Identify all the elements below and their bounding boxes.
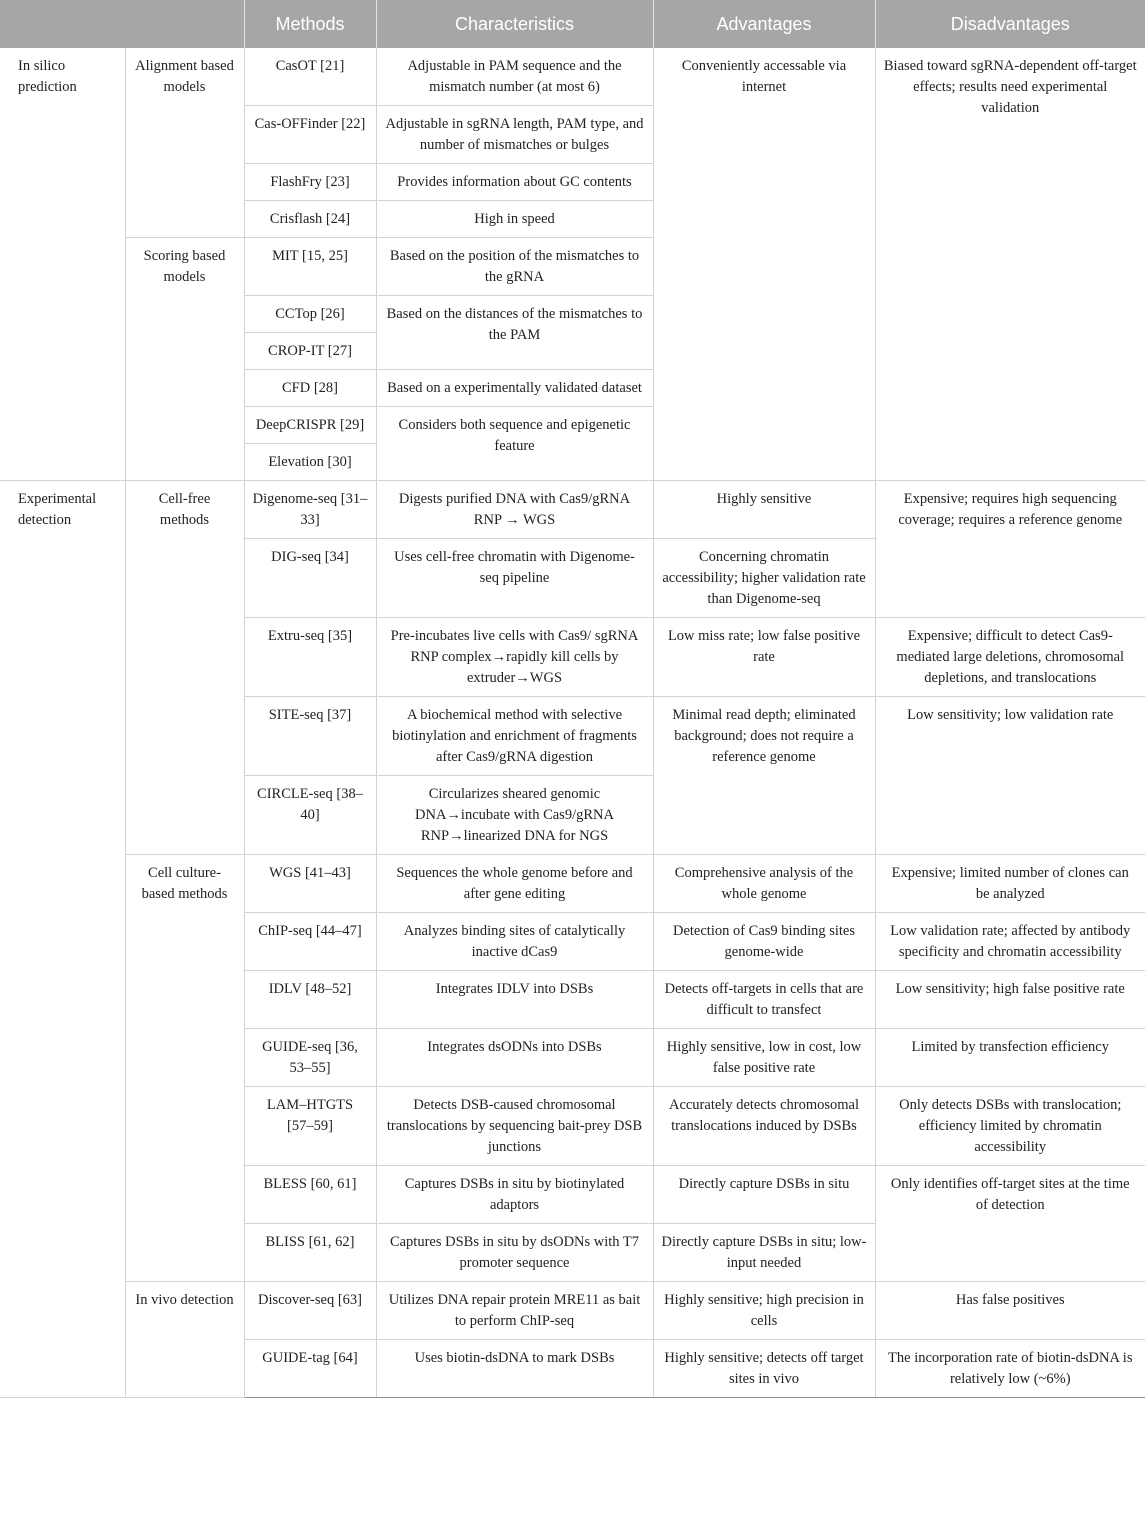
header-methods: Methods: [244, 0, 376, 48]
characteristics-cell: Adjustable in sgRNA length, PAM type, and number of mismatches or bulges: [376, 106, 653, 164]
method-cell: CROP-IT [27]: [244, 333, 376, 370]
method-cell: ChIP-seq [44–47]: [244, 913, 376, 971]
method-cell: LAM–HTGTS [57–59]: [244, 1087, 376, 1166]
disadvantages-cell: Low sensitivity; high false positive rate: [875, 971, 1145, 1029]
characteristics-cell: High in speed: [376, 201, 653, 238]
characteristics-cell: Uses biotin-dsDNA to mark DSBs: [376, 1340, 653, 1398]
header-row: [0, 0, 1145, 48]
characteristics-cell: Based on a experimentally validated dataset: [376, 370, 653, 407]
characteristics-cell: Pre-incubates live cells with Cas9/ sgRNA RNP complex→rapidly kill cells by extruder→WGS: [376, 618, 653, 697]
subgroup-in-vivo: In vivo detection: [125, 1282, 244, 1398]
characteristics-cell: Integrates dsODNs into DSBs: [376, 1029, 653, 1087]
subgroup-cell-free: Cell-free methods: [125, 481, 244, 855]
method-cell: Cas-OFFinder [22]: [244, 106, 376, 164]
disadvantages-cell: Only identifies off-target sites at the time of detection: [875, 1166, 1145, 1282]
characteristics-cell: Provides information about GC contents: [376, 164, 653, 201]
method-cell: GUIDE-tag [64]: [244, 1340, 376, 1398]
method-cell: CasOT [21]: [244, 48, 376, 106]
characteristics-cell: Based on the distances of the mismatches to the PAM: [376, 296, 653, 370]
table-row: [0, 481, 1145, 539]
advantages-cell: Minimal read depth; eliminated background; does not require a reference genome: [653, 697, 875, 855]
advantages-cell: Highly sensitive: [653, 481, 875, 539]
advantages-cell: Highly sensitive, low in cost, low false positive rate: [653, 1029, 875, 1087]
disadvantages-cell: Expensive; requires high sequencing coverage; requires a reference genome: [875, 481, 1145, 618]
disadvantages-cell: Expensive; difficult to detect Cas9-mediated large deletions, chromosomal depletions, and translocations: [875, 618, 1145, 697]
characteristics-cell: Uses cell-free chromatin with Digenome-seq pipeline: [376, 539, 653, 618]
characteristics-cell: Adjustable in PAM sequence and the mismatch number (at most 6): [376, 48, 653, 106]
group-experimental: Experimental detection: [0, 481, 125, 1398]
subgroup-scoring: Scoring based models: [125, 238, 244, 481]
characteristics-cell: Detects DSB-caused chromosomal translocations by sequencing bait-prey DSB junctions: [376, 1087, 653, 1166]
method-cell: MIT [15, 25]: [244, 238, 376, 296]
method-cell: IDLV [48–52]: [244, 971, 376, 1029]
disadvantages-cell: Expensive; limited number of clones can be analyzed: [875, 855, 1145, 913]
method-cell: Discover-seq [63]: [244, 1282, 376, 1340]
header-disadvantages: Disadvantages: [875, 0, 1145, 48]
disadvantages-cell: Low sensitivity; low validation rate: [875, 697, 1145, 855]
advantages-merged-cell: Conveniently accessable via internet: [653, 48, 875, 481]
table-row: [0, 1282, 1145, 1340]
method-cell: Elevation [30]: [244, 444, 376, 481]
advantages-cell: Highly sensitive; detects off target sites in vivo: [653, 1340, 875, 1398]
subgroup-cell-culture: Cell culture-based methods: [125, 855, 244, 1282]
characteristics-cell: Digests purified DNA with Cas9/gRNA RNP → WGS: [376, 481, 653, 539]
characteristics-cell: Captures DSBs in situ by biotinylated adaptors: [376, 1166, 653, 1224]
disadvantages-cell: Only detects DSBs with translocation; efficiency limited by chromatin accessibility: [875, 1087, 1145, 1166]
subgroup-alignment: Alignment based models: [125, 48, 244, 238]
method-cell: SITE-seq [37]: [244, 697, 376, 776]
method-cell: Crisflash [24]: [244, 201, 376, 238]
characteristics-cell: Based on the position of the mismatches to the gRNA: [376, 238, 653, 296]
method-cell: CCTop [26]: [244, 296, 376, 333]
disadvantages-cell: Has false positives: [875, 1282, 1145, 1340]
header-characteristics: Characteristics: [376, 0, 653, 48]
advantages-cell: Detection of Cas9 binding sites genome-wide: [653, 913, 875, 971]
characteristics-cell: Utilizes DNA repair protein MRE11 as bait to perform ChIP-seq: [376, 1282, 653, 1340]
disadvantages-cell: The incorporation rate of biotin-dsDNA is relatively low (~6%): [875, 1340, 1145, 1398]
advantages-cell: Concerning chromatin accessibility; higher validation rate than Digenome-seq: [653, 539, 875, 618]
advantages-cell: Accurately detects chromosomal translocations induced by DSBs: [653, 1087, 875, 1166]
characteristics-cell: A biochemical method with selective biotinylation and enrichment of fragments after Cas9/gRNA digestion: [376, 697, 653, 776]
method-cell: DIG-seq [34]: [244, 539, 376, 618]
method-cell: FlashFry [23]: [244, 164, 376, 201]
advantages-cell: Comprehensive analysis of the whole genome: [653, 855, 875, 913]
method-cell: GUIDE-seq [36, 53–55]: [244, 1029, 376, 1087]
group-in-silico: In silico prediction: [0, 48, 125, 481]
advantages-cell: Low miss rate; low false positive rate: [653, 618, 875, 697]
characteristics-cell: Sequences the whole genome before and after gene editing: [376, 855, 653, 913]
characteristics-cell: Analyzes binding sites of catalytically inactive dCas9: [376, 913, 653, 971]
method-cell: Extru-seq [35]: [244, 618, 376, 697]
method-cell: DeepCRISPR [29]: [244, 407, 376, 444]
characteristics-cell: Considers both sequence and epigenetic feature: [376, 407, 653, 481]
table-row: [0, 48, 1145, 106]
disadvantages-merged-cell: Biased toward sgRNA-dependent off-target effects; results need experimental validation: [875, 48, 1145, 481]
advantages-cell: Directly capture DSBs in situ: [653, 1166, 875, 1224]
method-cell: CFD [28]: [244, 370, 376, 407]
method-cell: Digenome-seq [31–33]: [244, 481, 376, 539]
header-advantages: Advantages: [653, 0, 875, 48]
method-cell: BLISS [61, 62]: [244, 1224, 376, 1282]
disadvantages-cell: Low validation rate; affected by antibody specificity and chromatin accessibility: [875, 913, 1145, 971]
method-cell: BLESS [60, 61]: [244, 1166, 376, 1224]
method-cell: WGS [41–43]: [244, 855, 376, 913]
characteristics-cell: Captures DSBs in situ by dsODNs with T7 promoter sequence: [376, 1224, 653, 1282]
method-cell: CIRCLE-seq [38–40]: [244, 776, 376, 855]
disadvantages-cell: Limited by transfection efficiency: [875, 1029, 1145, 1087]
header-blank: [0, 0, 244, 48]
advantages-cell: Detects off-targets in cells that are difficult to transfect: [653, 971, 875, 1029]
characteristics-cell: Integrates IDLV into DSBs: [376, 971, 653, 1029]
table-row: [0, 855, 1145, 913]
advantages-cell: Directly capture DSBs in situ; low-input needed: [653, 1224, 875, 1282]
characteristics-cell: Circularizes sheared genomic DNA→incubate with Cas9/gRNA RNP→linearized DNA for NGS: [376, 776, 653, 855]
advantages-cell: Highly sensitive; high precision in cells: [653, 1282, 875, 1340]
